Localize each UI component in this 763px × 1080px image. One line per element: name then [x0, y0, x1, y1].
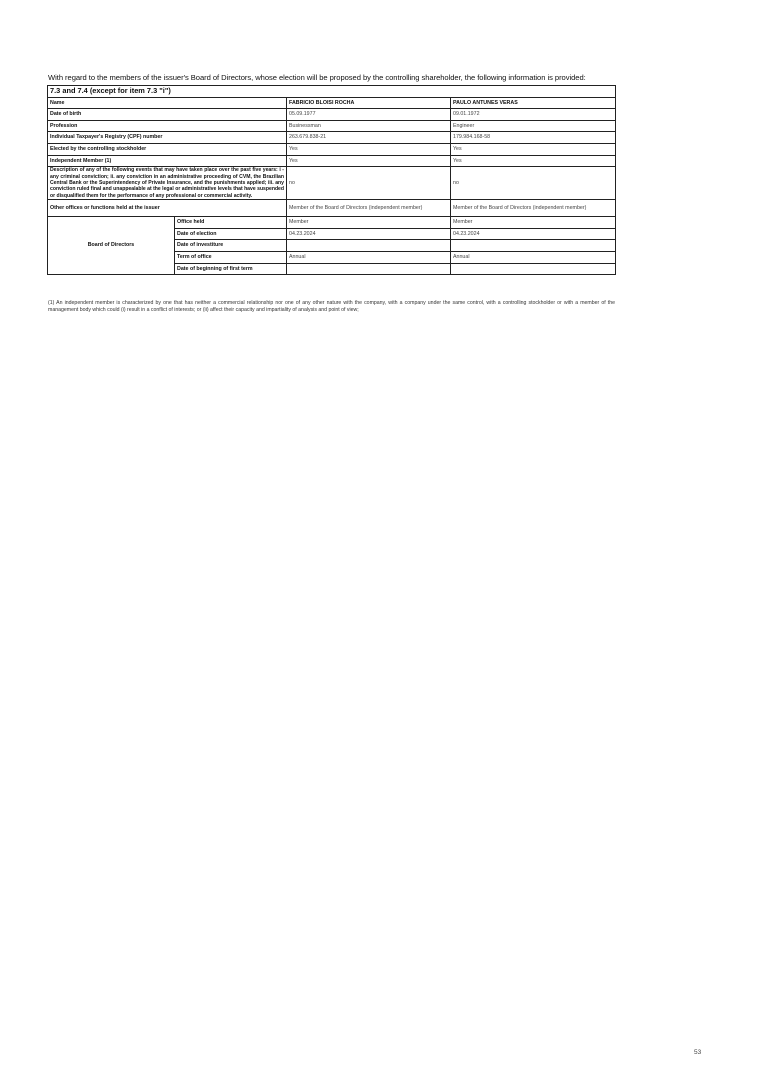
- member-a-date-investiture: [287, 240, 451, 252]
- table-row: [48, 200, 616, 217]
- table-row: [48, 143, 616, 155]
- member-a-birth: 05.09.1977: [287, 109, 451, 121]
- row-label-elected: Elected by the controlling stockholder: [48, 143, 287, 155]
- row-label-profession: Profession: [48, 120, 287, 132]
- row-label-independent: Independent Member (1): [48, 155, 287, 167]
- table-row: [48, 155, 616, 167]
- member-a-independent: Yes: [287, 155, 451, 167]
- row-label-name: Name: [48, 97, 287, 109]
- row-label-birth: Date of birth: [48, 109, 287, 121]
- footnote: (1) An independent member is characterized by one that has neither a commercial relationship nor one of any other nature with the company, with a company under the same control, with a controlling stockholder or with a member of the management body which could (i) result in a conflict of interests; or (ii) affect their capacity and impartiality of analysis and point of view;: [48, 300, 615, 314]
- member-b-first-term: [451, 263, 616, 275]
- board-of-directors-label: Board of Directors: [48, 217, 175, 275]
- member-a-elected: Yes: [287, 143, 451, 155]
- table-header-row: [48, 86, 616, 98]
- member-b-other-offices: Member of the Board of Directors (independent member): [451, 200, 616, 217]
- table-row: [48, 120, 616, 132]
- member-a-first-term: [287, 263, 451, 275]
- member-b-term-office: Annual: [451, 251, 616, 263]
- table-row: [48, 109, 616, 121]
- member-a-name: FABRICIO BLOISI ROCHA: [287, 97, 451, 109]
- table-row: [48, 132, 616, 144]
- member-b-independent: Yes: [451, 155, 616, 167]
- member-b-profession: Engineer: [451, 120, 616, 132]
- member-b-date-election: 04.23.2024: [451, 228, 616, 240]
- table-row: [48, 217, 616, 229]
- member-a-cpf: 263.679.838-21: [287, 132, 451, 144]
- page-number: 53: [694, 1049, 702, 1056]
- row-label-description: Description of any of the following events that may have taken place over the past five years: i - any criminal conviction; ii. any conviction in an administrative proceeding of CVM, the Brazilian Central Bank or the Superintendency of Private Insurance, and the punishments applied; iii. any conviction ruled final and unappealable at the legal or administrative levels that have suspended or disqualified them for the performance of any professional or commercial activity.: [48, 167, 287, 200]
- member-b-name: PAULO ANTUNES VERAS: [451, 97, 616, 109]
- member-b-description: no: [451, 167, 616, 200]
- member-a-description: no: [287, 167, 451, 200]
- member-b-birth: 09.01.1972: [451, 109, 616, 121]
- row-label-office-held: Office held: [175, 217, 287, 229]
- intro-text: With regard to the members of the issuer's Board of Directors, whose election will be proposed by the controlling shareholder, the following information is provided:: [48, 73, 586, 82]
- row-label-other-offices: Other offices or functions held at the issuer: [48, 200, 287, 217]
- table-row: [48, 167, 616, 200]
- member-a-term-office: Annual: [287, 251, 451, 263]
- board-members-table: [47, 85, 616, 275]
- member-b-cpf: 179.984.168-58: [451, 132, 616, 144]
- row-label-cpf: Individual Taxpayer's Registry (CPF) number: [48, 132, 287, 144]
- member-b-date-investiture: [451, 240, 616, 252]
- member-a-other-offices: Member of the Board of Directors (independent member): [287, 200, 451, 217]
- member-b-elected: Yes: [451, 143, 616, 155]
- table-header: 7.3 and 7.4 (except for item 7.3 "i"): [48, 86, 616, 98]
- row-label-date-investiture: Date of investiture: [175, 240, 287, 252]
- row-label-date-election: Date of election: [175, 228, 287, 240]
- row-label-first-term: Date of beginning of first term: [175, 263, 287, 275]
- member-b-office-held: Member: [451, 217, 616, 229]
- member-a-office-held: Member: [287, 217, 451, 229]
- row-label-term-office: Term of office: [175, 251, 287, 263]
- table-row: [48, 97, 616, 109]
- member-a-date-election: 04.23.2024: [287, 228, 451, 240]
- member-a-profession: Businessman: [287, 120, 451, 132]
